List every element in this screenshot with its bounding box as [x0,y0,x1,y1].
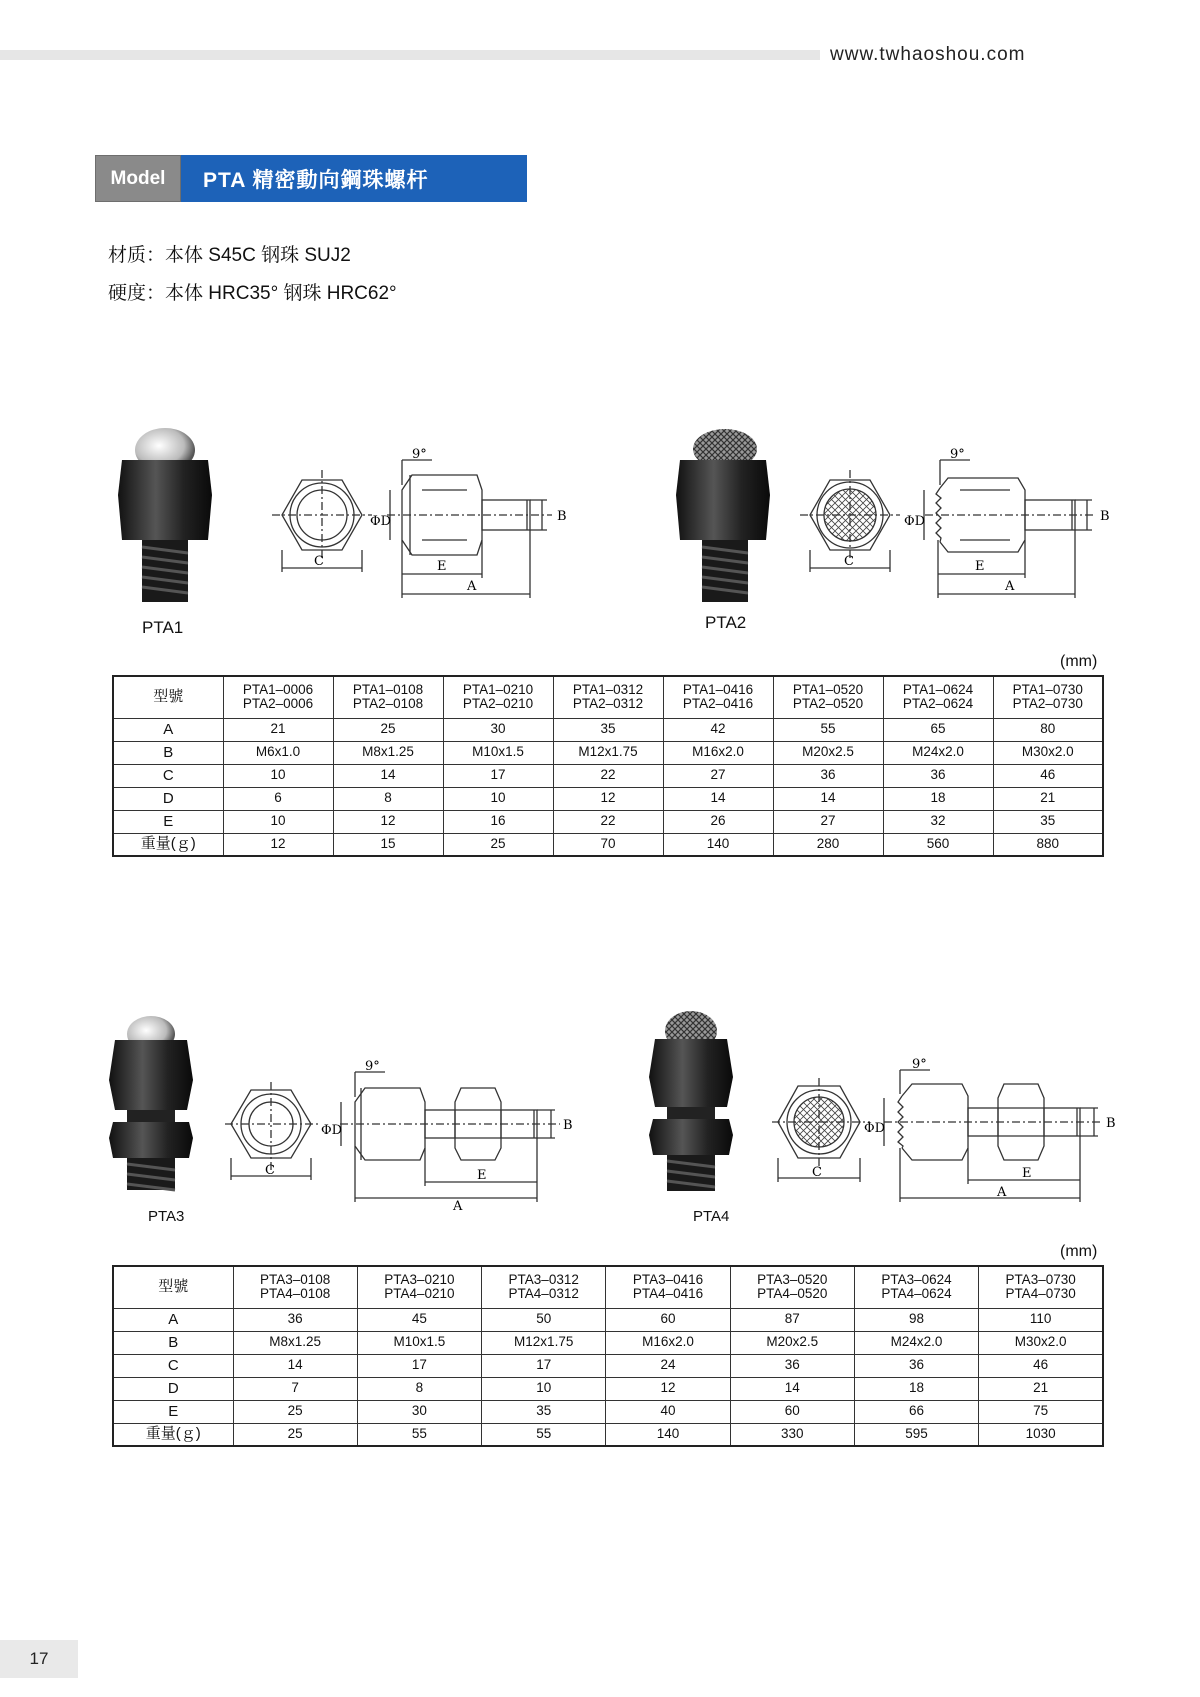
pta2-dim-b: B [1100,509,1110,524]
table-cell: 10 [223,764,333,787]
table2 [112,1265,1104,1447]
model-line: PTA2–0520 [792,696,864,712]
table-cell: 46 [979,1354,1103,1377]
table-cell: M24x2.0 [883,741,993,764]
table-cell: 21 [223,718,333,741]
table2-header-row [113,1266,1103,1308]
table-cell: 25 [233,1400,357,1423]
table-cell: 18 [854,1377,978,1400]
table-cell: 10 [482,1377,606,1400]
table-cell: 55 [357,1423,481,1446]
table-cell: 36 [883,764,993,787]
row-label: C [113,1354,233,1377]
model-line: PTA4–0520 [757,1286,828,1302]
pta4-dim-e: E [1022,1166,1032,1181]
table-cell: 70 [553,833,663,856]
model-line: PTA1–0006 [242,682,314,698]
table-cell: 10 [223,810,333,833]
row-label: E [113,810,223,833]
table-cell: 21 [979,1377,1103,1400]
model-line: PTA1–0520 [792,682,864,698]
table-cell: 40 [606,1400,730,1423]
row-label: D [113,787,223,810]
pta1-dim-b: B [557,509,567,524]
table1-model-cell [773,676,883,718]
table-cell: 14 [233,1354,357,1377]
table1-model-cell [553,676,663,718]
model-line: PTA1–0730 [1012,682,1083,698]
table-row [113,833,1103,856]
page-number: 17 [0,1640,78,1678]
pta1-label: PTA1 [142,618,184,637]
table-cell: 65 [883,718,993,741]
model-line: PTA2–0312 [572,696,644,712]
model-line: PTA1–0312 [572,682,644,698]
table-cell: 30 [357,1400,481,1423]
model-line: PTA2–0416 [682,696,754,712]
row-label: C [113,764,223,787]
table2-header-label: 型號 [113,1266,233,1308]
pta4-dim-c: C [812,1165,822,1180]
model-line: PTA2–0006 [242,696,314,712]
table-cell: M24x2.0 [854,1331,978,1354]
hardness-spec: 硬度：本体 HRC35° 钢珠 HRC62° [108,283,397,304]
model-line: PTA3–0210 [384,1272,455,1288]
table1 [112,675,1104,857]
table-row [113,810,1103,833]
table-cell: M30x2.0 [979,1331,1103,1354]
table-cell: 140 [606,1423,730,1446]
table1-model-cell [333,676,443,718]
pta2-dim-c: C [844,554,854,569]
row-label: B [113,741,223,764]
table-cell: 32 [883,810,993,833]
model-line: PTA4–0416 [632,1286,704,1302]
model-line: PTA3–0624 [881,1272,952,1288]
table-row [113,1423,1103,1446]
model-line: PTA2–0624 [902,696,974,712]
table-cell: M20x2.5 [773,741,883,764]
pta2-dim-e: E [975,559,985,574]
pta4-dim-b: B [1106,1116,1116,1131]
pta2-label: PTA2 [705,613,747,632]
row-label: 重量(ｇ) [113,833,223,856]
table-cell: 17 [357,1354,481,1377]
table-cell: 15 [333,833,443,856]
material-spec: 材质：本体 S45C 钢珠 SUJ2 [108,245,351,266]
model-line: PTA3–0312 [508,1272,579,1288]
table-cell: 10 [443,787,553,810]
pta3-dim-a: A [453,1199,463,1212]
table2-model-cell [730,1266,854,1308]
row-label: D [113,1377,233,1400]
table-row [113,1400,1103,1423]
table1-header-row [113,676,1103,718]
table-row [113,741,1103,764]
table-cell: M12x1.75 [482,1331,606,1354]
model-line: PTA2–0730 [1012,696,1083,712]
table-cell: 46 [993,764,1103,787]
pta1-dim-e: E [437,559,447,574]
model-line: PTA2–0210 [462,696,534,712]
table-row [113,1354,1103,1377]
table-cell: 16 [443,810,553,833]
pta4-dim-a: A [997,1185,1007,1200]
table2-model-cell [606,1266,730,1308]
model-line: PTA1–0210 [462,682,534,698]
top-decor-bar [0,50,820,60]
table-row [113,1308,1103,1331]
table-cell: 17 [482,1354,606,1377]
table1-model-cell [883,676,993,718]
table2-model-cell [233,1266,357,1308]
table-cell: 12 [606,1377,730,1400]
table-cell: 18 [883,787,993,810]
table-cell: 22 [553,810,663,833]
table-cell: M30x2.0 [993,741,1103,764]
row-label: E [113,1400,233,1423]
table-cell: 12 [333,810,443,833]
table-cell: 27 [663,764,773,787]
table-cell: 24 [606,1354,730,1377]
table1-model-cell [223,676,333,718]
row-label: 重量(ｇ) [113,1423,233,1446]
table2-unit: (mm) [1060,1243,1098,1260]
table1-model-cell [663,676,773,718]
table-cell: M8x1.25 [233,1331,357,1354]
model-line: PTA4–0730 [1005,1286,1076,1302]
table-cell: M8x1.25 [333,741,443,764]
model-line: PTA3–0416 [632,1272,704,1288]
table-cell: 55 [482,1423,606,1446]
table-cell: 7 [233,1377,357,1400]
pta3-dim-c: C [265,1163,275,1178]
table-cell: 6 [223,787,333,810]
pta3-label: PTA3 [148,1208,185,1225]
model-line: PTA1–0108 [352,682,424,698]
pta1-drawing [262,440,572,600]
table-cell: 80 [993,718,1103,741]
table-cell: 36 [854,1354,978,1377]
pta2-dim-a: A [1005,579,1015,594]
model-line: PTA3–0108 [259,1272,331,1288]
row-label: B [113,1331,233,1354]
table-cell: 12 [223,833,333,856]
table-cell: 75 [979,1400,1103,1423]
table-cell: 22 [553,764,663,787]
table1-model-cell [993,676,1103,718]
row-label: A [113,718,223,741]
pta3-dim-e: E [477,1168,487,1183]
pta3-angle: 9° [365,1059,380,1074]
table-cell: M10x1.5 [443,741,553,764]
table-cell: M20x2.5 [730,1331,854,1354]
table-cell: M10x1.5 [357,1331,481,1354]
pta3-dim-b: B [563,1118,573,1133]
table1-model-cell [443,676,553,718]
model-line: PTA4–0108 [259,1286,331,1302]
model-line: PTA4–0210 [384,1286,455,1302]
table-cell: M16x2.0 [663,741,773,764]
table-cell: M16x2.0 [606,1331,730,1354]
table-cell: 1030 [979,1423,1103,1446]
model-line: PTA4–0624 [881,1286,952,1302]
model-line: PTA1–0416 [682,682,754,698]
pta2-drawing [800,440,1110,600]
table-cell: 17 [443,764,553,787]
table-cell: 14 [333,764,443,787]
table-row [113,1377,1103,1400]
table-cell: 36 [233,1308,357,1331]
table-cell: 42 [663,718,773,741]
table-cell: 280 [773,833,883,856]
table-cell: 30 [443,718,553,741]
table-cell: 25 [333,718,443,741]
table-cell: 55 [773,718,883,741]
pta2-angle: 9° [950,447,965,462]
pta3-dim-d: ΦD [321,1123,343,1138]
table-cell: 595 [854,1423,978,1446]
table-cell: 35 [993,810,1103,833]
table-row [113,764,1103,787]
pta2-photo [670,425,776,605]
table-cell: 21 [993,787,1103,810]
table-cell: 36 [773,764,883,787]
table2-model-cell [357,1266,481,1308]
pta2-dim-d: ΦD [904,514,926,529]
pta4-dim-d: ΦD [864,1121,886,1136]
pta4-photo [645,1005,737,1195]
pta1-dim-a: A [467,579,477,594]
pta4-label: PTA4 [693,1208,730,1225]
table-cell: 8 [333,787,443,810]
table-row [113,787,1103,810]
table2-model-cell [979,1266,1103,1308]
table2-model-cell [482,1266,606,1308]
website-url[interactable]: www.twhaoshou.com [830,44,1026,65]
pta1-photo [112,425,218,605]
model-line: PTA3–0520 [757,1272,828,1288]
pta1-dim-c: C [314,554,324,569]
table-cell: 60 [730,1400,854,1423]
table-cell: 36 [730,1354,854,1377]
row-label: A [113,1308,233,1331]
model-line: PTA2–0108 [352,696,424,712]
model-header [95,155,527,202]
table-cell: 26 [663,810,773,833]
table-cell: 12 [553,787,663,810]
table1-unit: (mm) [1060,653,1098,670]
table-cell: 8 [357,1377,481,1400]
pta1-dim-d: ΦD [370,514,392,529]
model-title: PTA 精密動向鋼珠螺杆 [181,155,527,202]
table-cell: 14 [730,1377,854,1400]
model-line: PTA3–0730 [1005,1272,1076,1288]
table-row [113,1331,1103,1354]
table-cell: 35 [553,718,663,741]
table-cell: 45 [357,1308,481,1331]
table-cell: 25 [443,833,553,856]
pta3-photo [105,1010,197,1195]
table-cell: 66 [854,1400,978,1423]
pta4-angle: 9° [912,1057,927,1072]
model-line: PTA1–0624 [902,682,974,698]
table1-header-label: 型號 [113,676,223,718]
table-cell: 35 [482,1400,606,1423]
table-cell: 98 [854,1308,978,1331]
table-cell: 60 [606,1308,730,1331]
table-cell: 14 [773,787,883,810]
table-cell: M6x1.0 [223,741,333,764]
pta4-drawing [772,1050,1132,1210]
table-cell: 50 [482,1308,606,1331]
table-cell: 110 [979,1308,1103,1331]
table-cell: 87 [730,1308,854,1331]
table-cell: 140 [663,833,773,856]
table-cell: 25 [233,1423,357,1446]
table-cell: 560 [883,833,993,856]
table-row [113,718,1103,741]
pta3-drawing [225,1052,585,1212]
pta1-angle: 9° [412,447,427,462]
model-label: Model [95,155,181,202]
table-cell: 880 [993,833,1103,856]
table2-model-cell [854,1266,978,1308]
table-cell: 14 [663,787,773,810]
table-cell: M12x1.75 [553,741,663,764]
model-line: PTA4–0312 [508,1286,579,1302]
table-cell: 330 [730,1423,854,1446]
table-cell: 27 [773,810,883,833]
